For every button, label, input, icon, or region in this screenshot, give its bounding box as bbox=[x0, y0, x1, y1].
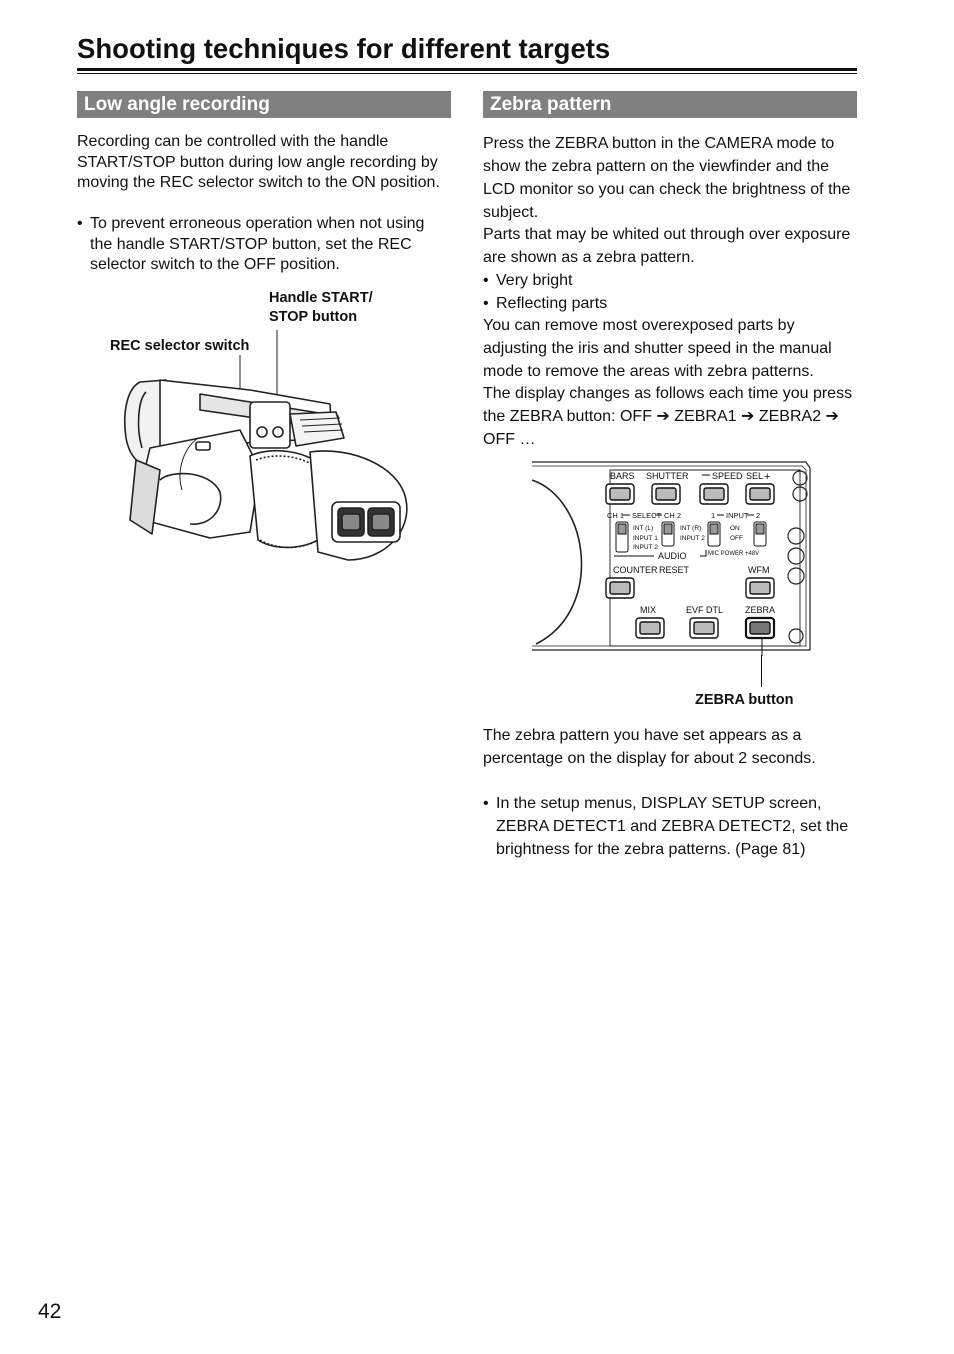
zebra-p4-a: The display changes as follows each time you press the ZEBRA button: OFF bbox=[483, 385, 853, 425]
panel-label-input2b: INPUT 2 bbox=[680, 535, 705, 542]
panel-label-int-l: INT (L) bbox=[633, 525, 654, 532]
panel-label-sel: SEL bbox=[746, 471, 764, 481]
panel-label-zebra: ZEBRA bbox=[745, 605, 776, 615]
panel-label-select: SELECT bbox=[632, 511, 662, 520]
arrow-icon: ➔ bbox=[825, 407, 839, 425]
panel-label-input-1: 1 bbox=[711, 511, 716, 520]
page-title: Shooting techniques for different targets bbox=[77, 33, 611, 64]
zebra-p5: The zebra pattern you have set appears as a percentage on the display for about 2 seconds. bbox=[483, 727, 816, 767]
section-heading-low-angle: Low angle recording bbox=[77, 91, 451, 118]
panel-label-mix: MIX bbox=[640, 605, 657, 615]
low-angle-body: Recording can be controlled with the handle START/STOP button during low angle recording by moving the REC selector switch to the ON position. bbox=[77, 133, 440, 191]
low-angle-bullet-text: To prevent erroneous operation when not using the handle START/STOP button, set the REC selector switch to the OFF position. bbox=[90, 215, 425, 273]
panel-label-wfm: WFM bbox=[748, 565, 770, 575]
panel-label-counter: COUNTER bbox=[613, 565, 658, 575]
label-zebra-button: ZEBRA button bbox=[695, 692, 794, 708]
panel-label-audio: AUDIO bbox=[658, 551, 687, 561]
panel-label-input2: INPUT 2 bbox=[633, 544, 658, 551]
bullet-glyph: • bbox=[483, 272, 489, 289]
panel-label-mic-power: MIC POWER +48V bbox=[708, 551, 760, 557]
zebra-setup-bullet bbox=[483, 793, 861, 862]
title-rule bbox=[77, 68, 857, 71]
zebra-p4-b: ZEBRA1 bbox=[674, 407, 737, 425]
panel-label-bars: BARS bbox=[610, 471, 635, 481]
zebra-bullet-1-text: Very bright bbox=[496, 272, 573, 289]
zebra-callout-line bbox=[761, 655, 762, 687]
panel-label-ch1: CH 1 bbox=[607, 511, 625, 520]
bullet-glyph: • bbox=[483, 295, 489, 312]
zebra-p4-c: ZEBRA2 bbox=[758, 407, 822, 425]
zebra-p4-d: OFF … bbox=[483, 430, 536, 448]
arrow-icon: ➔ bbox=[740, 407, 755, 425]
zebra-p2: Parts that may be whited out through over exposure are shown as a zebra pattern. bbox=[483, 226, 851, 266]
page-number: 42 bbox=[38, 1300, 62, 1323]
control-panel-illustration bbox=[530, 460, 812, 656]
zebra-bullet-2-text: Reflecting parts bbox=[496, 295, 608, 312]
zebra-p3: You can remove most overexposed parts by adjusting the iris and shutter speed in the manual mode to remove the areas with zebra patterns. bbox=[483, 317, 832, 380]
section-heading-zebra: Zebra pattern bbox=[483, 91, 857, 118]
panel-label-ch2: CH 2 bbox=[664, 511, 682, 520]
panel-label-int-r: INT (R) bbox=[680, 525, 702, 532]
camcorder-illustration bbox=[100, 320, 430, 580]
label-rec-selector: REC selector switch bbox=[110, 338, 250, 354]
label-handle-line1: Handle START/ bbox=[269, 290, 373, 306]
panel-label-evf-dtl: EVF DTL bbox=[686, 605, 724, 615]
panel-label-reset: RESET bbox=[659, 565, 690, 575]
low-angle-bullet bbox=[77, 214, 451, 276]
title-rule-thin bbox=[77, 73, 857, 74]
zebra-p4 bbox=[483, 383, 859, 452]
panel-label-input-2: 2 bbox=[756, 511, 761, 520]
zebra-bullet-1 bbox=[483, 270, 857, 293]
svg-text:+: + bbox=[764, 471, 771, 483]
panel-label-off: OFF bbox=[730, 535, 743, 542]
bullet-glyph: • bbox=[77, 215, 83, 232]
zebra-bullet-2 bbox=[483, 293, 857, 316]
panel-label-speed: SPEED bbox=[712, 471, 743, 481]
panel-label-on: ON bbox=[730, 525, 740, 532]
label-handle-line2: STOP button bbox=[269, 309, 358, 325]
zebra-p1: Press the ZEBRA button in the CAMERA mode to show the zebra pattern on the viewfinder and the LCD monitor so you can check the brightness of the subject. bbox=[483, 135, 851, 221]
zebra-setup-bullet-text: In the setup menus, DISPLAY SETUP screen, ZEBRA DETECT1 and ZEBRA DETECT2, set the brightness for the zebra patterns. (Page 81) bbox=[496, 795, 849, 858]
panel-label-input: INPUT bbox=[726, 511, 749, 520]
arrow-icon: ➔ bbox=[656, 407, 670, 425]
bullet-glyph: • bbox=[483, 795, 489, 812]
panel-label-input1: INPUT 1 bbox=[633, 535, 658, 542]
panel-label-shutter: SHUTTER bbox=[646, 471, 689, 481]
